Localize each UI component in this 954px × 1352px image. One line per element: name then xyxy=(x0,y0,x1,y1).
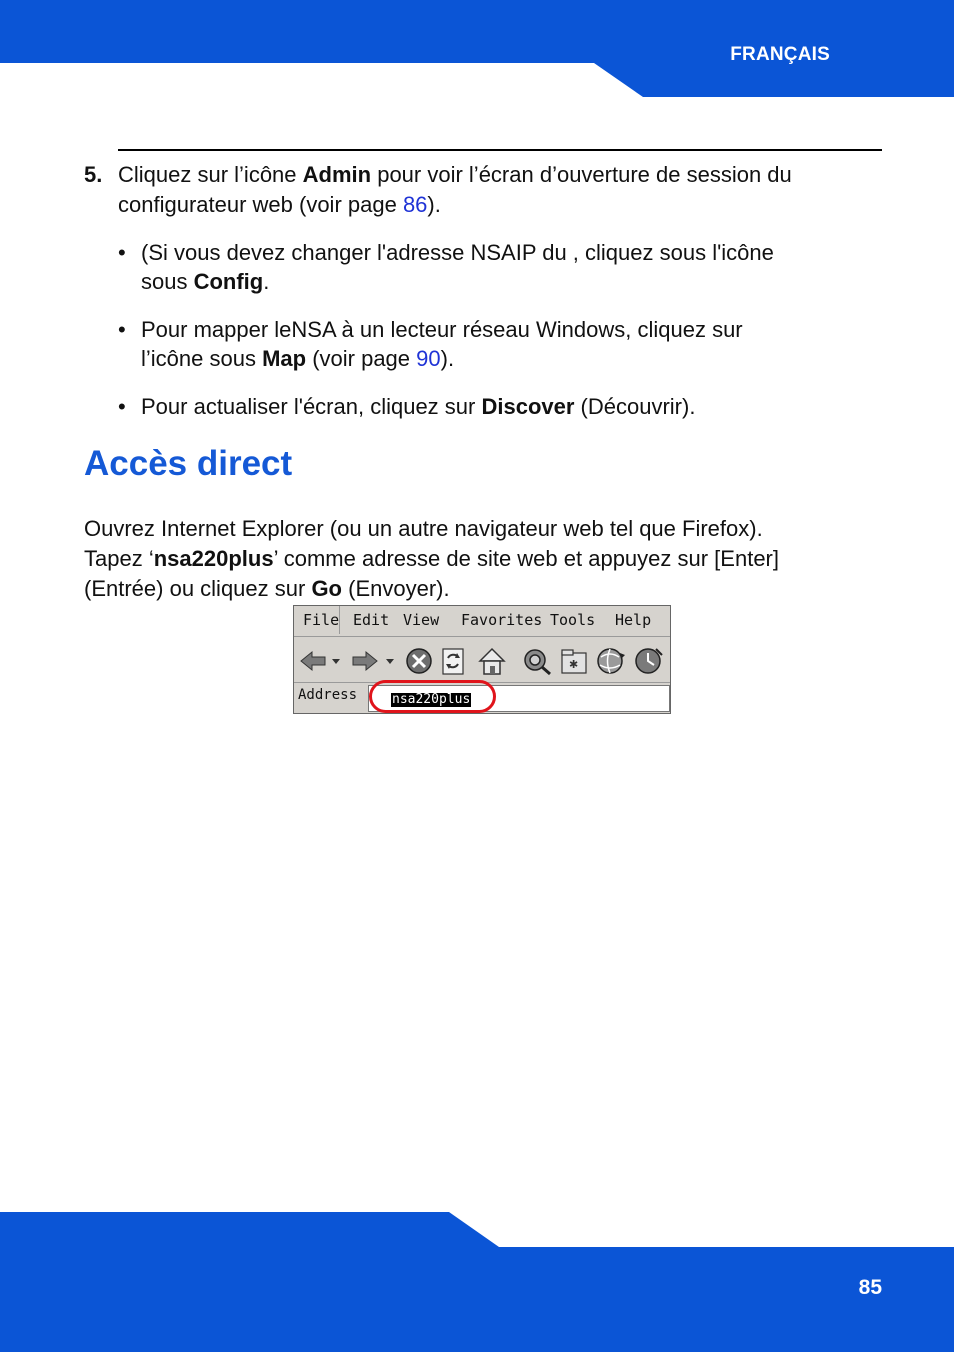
bullet-2-line-2 xyxy=(141,344,454,374)
forward-arrow-icon[interactable] xyxy=(350,643,380,679)
text-run: ). xyxy=(427,192,441,217)
bold-term: Go xyxy=(311,576,342,601)
forward-dropdown-icon[interactable] xyxy=(382,643,398,679)
bullet-2-line-1: Pour mapper leNSA à un lecteur réseau Windows, cliquez sur xyxy=(141,317,743,342)
menu-view[interactable]: View xyxy=(403,611,440,629)
step-5-line-2 xyxy=(118,190,441,220)
menu-help[interactable]: Help xyxy=(615,611,652,629)
text-run: pour voir l’écran d’ouverture de session du xyxy=(371,162,792,187)
bold-term: Config xyxy=(193,269,264,294)
address-bar xyxy=(294,682,670,714)
text-run: ’ comme adresse de site web et appuyez sur [Enter] xyxy=(273,546,779,571)
text-run: l’icône sous xyxy=(141,346,263,371)
text-run: sous xyxy=(141,269,194,294)
browser-screenshot xyxy=(293,605,671,714)
text-run: . xyxy=(263,269,270,294)
stop-icon[interactable] xyxy=(402,643,436,679)
paragraph-line-1: Ouvrez Internet Explorer (ou un autre navigateur web tel que Firefox). xyxy=(84,516,763,541)
bold-term: Admin xyxy=(302,162,372,187)
top-rule xyxy=(118,149,882,151)
step-number: 5. xyxy=(84,162,103,187)
bullet-1-line-1: (Si vous devez changer l'adresse NSAIP du , cliquez sous l'icône xyxy=(141,240,774,265)
history-icon[interactable] xyxy=(594,643,628,679)
menu-favorites[interactable]: Favorites xyxy=(461,611,543,629)
highlight-circle xyxy=(369,680,496,713)
text-run: ). xyxy=(440,346,455,371)
text-run: (Envoyer). xyxy=(342,576,450,601)
bullet-marker: • xyxy=(118,394,126,419)
page-number: 85 xyxy=(858,1276,882,1299)
text-run: configurateur web (voir page xyxy=(118,192,403,217)
bullet-marker: • xyxy=(118,317,126,342)
address-value: nsa220plus xyxy=(392,692,471,707)
footer-band xyxy=(0,1210,954,1352)
text-run: Pour actualiser l'écran, cliquez sur xyxy=(141,394,482,419)
svg-text:✱: ✱ xyxy=(569,658,579,671)
text-run: (Entrée) ou cliquez sur xyxy=(84,576,312,601)
paragraph-line-3 xyxy=(84,574,450,604)
text-run: Tapez ‘ xyxy=(84,546,154,571)
text-run: (voir page xyxy=(306,346,417,371)
menu-tools[interactable]: Tools xyxy=(550,611,596,629)
refresh-icon[interactable] xyxy=(438,643,468,679)
search-icon[interactable] xyxy=(520,643,554,679)
text-run: (Découvrir). xyxy=(574,394,696,419)
bold-term: Discover xyxy=(481,394,575,419)
paragraph-line-2 xyxy=(84,544,779,574)
text-run: Cliquez sur l’icône xyxy=(118,162,303,187)
bullet-3-line-1 xyxy=(141,392,695,422)
home-icon[interactable] xyxy=(476,643,508,679)
bullet-1-line-2 xyxy=(141,267,269,297)
browser-toolbar xyxy=(294,643,670,681)
browser-menubar xyxy=(294,606,670,637)
bullet-marker: • xyxy=(118,240,126,265)
menu-file[interactable]: File xyxy=(294,606,340,634)
bold-term: Map xyxy=(262,346,307,371)
back-arrow-icon[interactable] xyxy=(298,643,328,679)
page-link-86[interactable]: 86 xyxy=(402,192,428,217)
section-heading: Accès direct xyxy=(84,444,293,483)
menu-edit[interactable]: Edit xyxy=(353,611,390,629)
address-label: Address xyxy=(298,687,358,703)
bold-term: nsa220plus xyxy=(153,546,274,571)
back-dropdown-icon[interactable] xyxy=(328,643,344,679)
favorites-icon[interactable] xyxy=(558,643,590,679)
page-link-90[interactable]: 90 xyxy=(416,346,441,371)
language-label: FRANÇAIS xyxy=(730,44,830,65)
step-5-line-1 xyxy=(118,160,792,190)
media-icon[interactable] xyxy=(632,643,666,679)
